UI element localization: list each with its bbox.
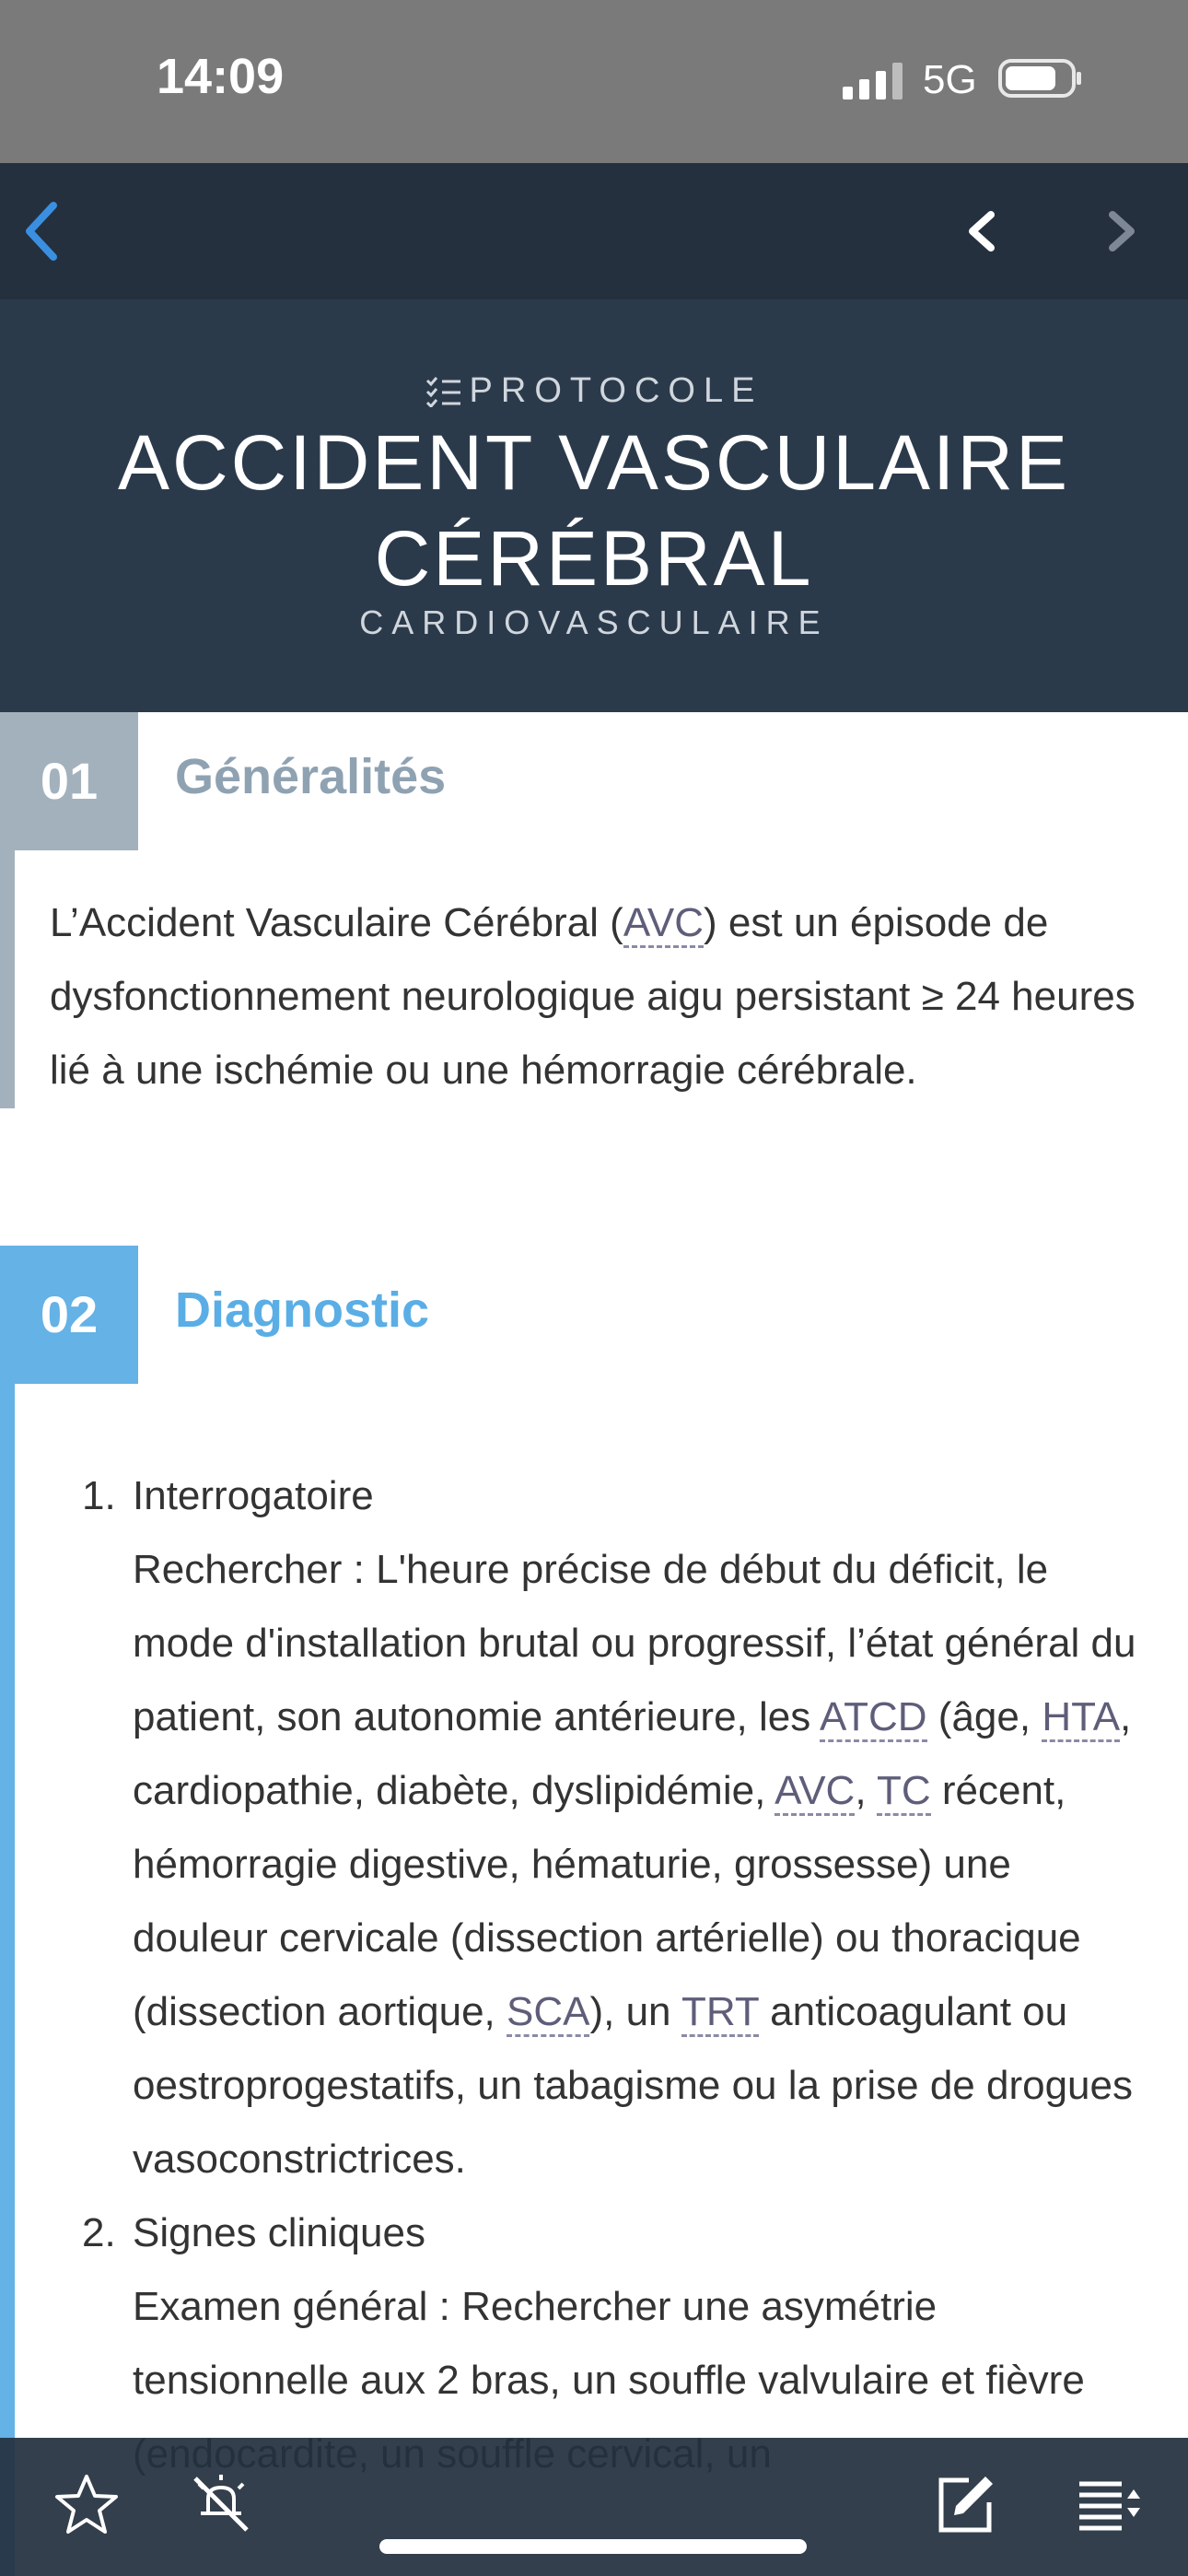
category-label: CARDIOVASCULAIRE [359, 603, 829, 641]
star-icon[interactable] [53, 2471, 120, 2537]
list-item-title: Signes cliniques [133, 2210, 425, 2255]
status-bar [0, 0, 1188, 163]
list-item-title: Interrogatoire [133, 1473, 374, 1518]
list-item-text: Examen général : Rechercher une asymétrie tensionnelle aux 2 bras, un souffle valvulaire et fièvre [133, 2284, 1085, 2403]
abbreviation-link[interactable]: AVC [775, 1768, 855, 1816]
section-accent-bar [0, 1384, 15, 2576]
previous-chevron-icon[interactable] [950, 196, 1015, 266]
abbreviation-link[interactable]: TRT [681, 1989, 759, 2037]
section-accent-bar [0, 850, 15, 1108]
text-fragment: ), un [589, 1989, 681, 2034]
abbreviation-link[interactable]: SCA [507, 1989, 589, 2037]
section-number: 02 [0, 1246, 138, 1384]
list-number: 1. [82, 1473, 116, 1518]
navigation-bar [0, 163, 1188, 299]
signal-icon [843, 63, 903, 100]
highlight-off-icon[interactable] [188, 2471, 254, 2537]
list-item [50, 1459, 1155, 2196]
home-indicator[interactable] [379, 2539, 807, 2554]
section-paragraph [50, 886, 1155, 1107]
section-title: Diagnostic [175, 1282, 430, 1338]
text-fragment: ) est un épisode de dysfonctionnement neurologique aigu persistant ≥ 24 heures lié à une ischémie ou une hémorragie cérébrale. [50, 900, 1136, 1093]
checklist-icon [425, 376, 462, 407]
edit-icon[interactable] [932, 2471, 998, 2537]
bottom-toolbar [0, 2438, 1188, 2576]
text-fragment: (âge, [926, 1694, 1042, 1739]
list-sort-icon[interactable] [1076, 2471, 1142, 2537]
list-number: 2. [82, 2210, 116, 2255]
next-chevron-icon[interactable] [1089, 196, 1153, 266]
abbreviation-link[interactable]: ATCD [820, 1694, 927, 1742]
text-fragment: , cardiopathie, diabète, dyslipidémie, [133, 1694, 1132, 1813]
page-title: ACCIDENT VASCULAIRE CÉRÉBRAL [117, 419, 1071, 602]
protocol-header [0, 299, 1188, 712]
back-chevron-icon[interactable] [13, 196, 77, 266]
kicker-label: PROTOCOLE [469, 371, 763, 410]
status-time: 14:09 [157, 49, 285, 104]
section-number: 01 [0, 712, 138, 850]
protocol-kicker [0, 371, 1188, 411]
abbreviation-link[interactable]: TC [877, 1768, 931, 1816]
section-title: Généralités [175, 749, 447, 804]
abbreviation-link[interactable]: HTA [1042, 1694, 1120, 1742]
text-fragment: , [855, 1768, 877, 1813]
text-fragment: L’Accident Vasculaire Cérébral ( [50, 900, 623, 945]
list-item-text [133, 1533, 1155, 2196]
abbreviation-link[interactable]: AVC [623, 900, 704, 948]
text-fragment: anticoagulant ou oestroprogestatifs, un tabagisme ou la prise de drogues vasoconstrictrices. [133, 1989, 1133, 2182]
text-fragment: Rechercher : L'heure précise de début du déficit, le mode d'installation brutal ou progressif, l’état général du patient, son autonomie antérieure, les [133, 1547, 1136, 1739]
numbered-list [50, 1459, 1155, 2491]
network-label: 5G [923, 57, 977, 102]
battery-icon [998, 59, 1083, 98]
text-fragment: récent, hémorragie digestive, hématurie, grossesse) une douleur cervicale (dissection artérielle) ou thoracique (dissection aortique, [133, 1768, 1081, 2034]
